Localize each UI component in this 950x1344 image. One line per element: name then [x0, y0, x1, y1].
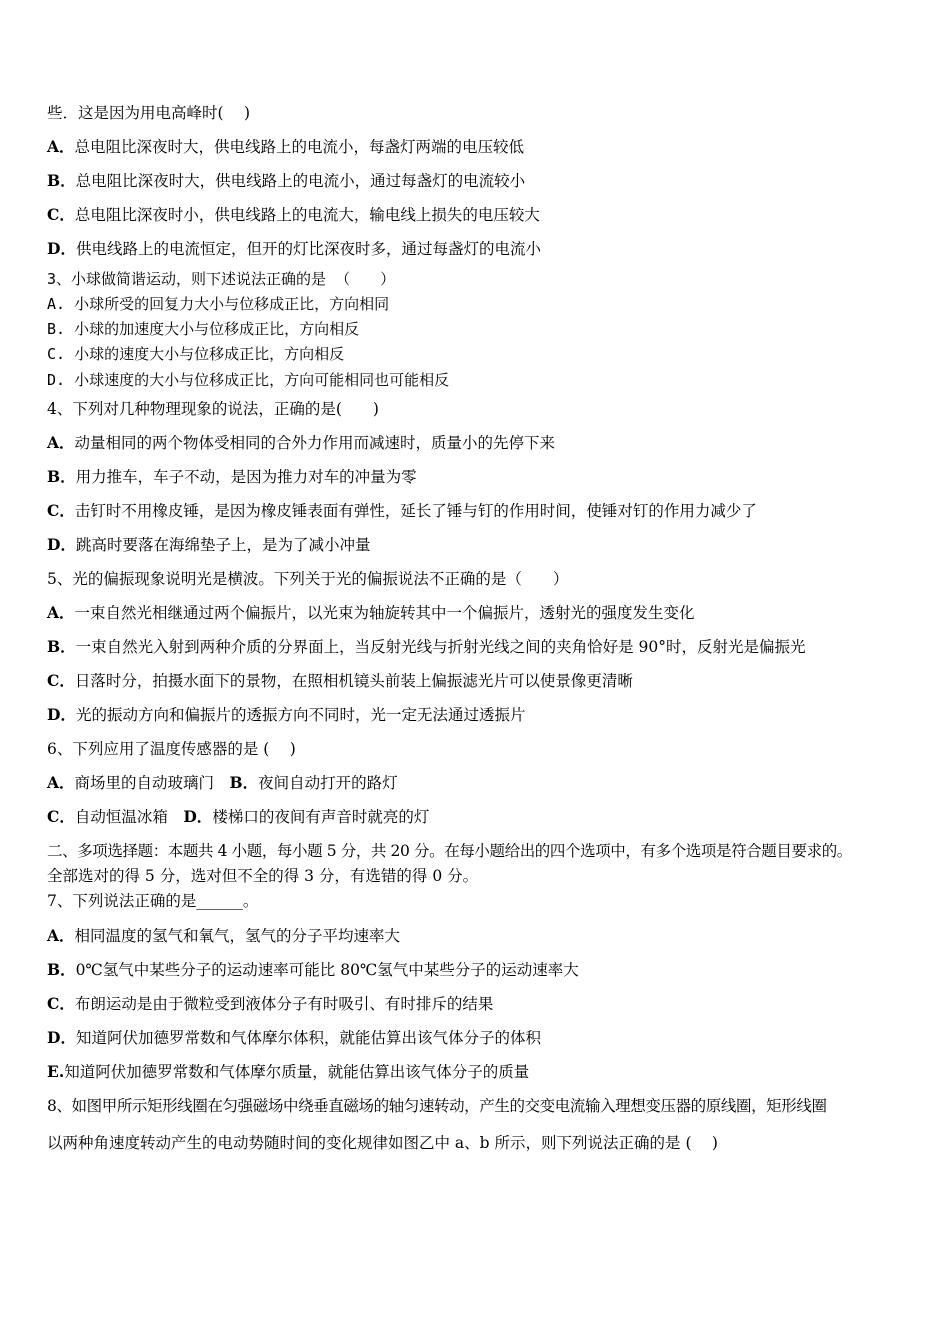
option-text: 商场里的自动玻璃门 [74, 774, 230, 792]
option-letter: D． [183, 807, 213, 826]
option-letter: C． [47, 994, 75, 1013]
q6-options-row-1 [47, 773, 398, 793]
option-letter: B． [47, 467, 76, 486]
q3-option-b: B. 小球的加速度大小与位移成正比，方向相反 [47, 320, 360, 338]
q7-option-e [47, 1062, 529, 1082]
option-text: 供电线路上的电流恒定，但开的灯比深夜时多，通过每盏灯的电流小 [75, 240, 541, 258]
option-letter: B． [47, 171, 76, 190]
option-text: 击钉时不用橡皮锤，是因为橡皮锤表面有弹性，延长了锤与钉的作用时间，使锤对钉的作用力减少了 [74, 502, 757, 520]
q7-stem: 7、下列说法正确的是______。 [47, 892, 259, 910]
q5-stem: 5、光的偏振现象说明光是横波。下列关于光的偏振说法不正确的是（ ） [47, 570, 569, 588]
q2-stem-tail: 些．这是因为用电高峰时( ) [47, 104, 251, 122]
q4-option-d [47, 535, 370, 555]
option-text: 布朗运动是由于微粒受到液体分子有时吸引、有时排斥的结果 [74, 995, 494, 1013]
option-letter: D． [47, 535, 76, 554]
option-text: 一束自然光相继通过两个偏振片，以光束为轴旋转其中一个偏振片，透射光的强度发生变化 [74, 604, 695, 622]
option-text: 用力推车，车子不动，是因为推力对车的冲量为零 [75, 468, 417, 486]
q7-option-b [47, 960, 579, 980]
option-text: 知道阿伏加德罗常数和气体摩尔体积，就能估算出该气体分子的体积 [75, 1029, 541, 1047]
q5-option-c [47, 671, 633, 691]
q6-options-row-2 [47, 807, 429, 827]
option-text: 一束自然光入射到两种介质的分界面上，当反射光线与折射光线之间的夹角恰好是 90°时，反射光是偏振光 [75, 638, 806, 656]
option-letter: B． [229, 773, 259, 792]
option-text: 日落时分，拍摄水面下的景物，在照相机镜头前装上偏振滤光片可以使景像更清晰 [74, 672, 633, 690]
option-letter: A． [47, 433, 75, 452]
option-text: 总电阻比深夜时大，供电线路上的电流小，通过每盏灯的电流较小 [75, 172, 526, 190]
q7-option-a [47, 926, 400, 946]
q3-stem: 3、小球做简谐运动，则下述说法正确的是 （ ） [47, 270, 396, 288]
option-text: 跳高时要落在海绵垫子上，是为了减小冲量 [75, 536, 371, 554]
q4-option-b [47, 467, 417, 487]
q6-stem: 6、下列应用了温度传感器的是 ( ) [47, 740, 296, 758]
q2-option-a [47, 137, 524, 157]
q3-option-c: C. 小球的速度大小与位移成正比，方向相反 [47, 345, 345, 363]
option-text: 夜间自动打开的路灯 [258, 774, 398, 792]
option-letter: C． [47, 807, 75, 826]
option-letter: E. [47, 1062, 65, 1081]
section-2-scoring: 全部选对的得 5 分，选对但不全的得 3 分，有选错的得 0 分。 [47, 867, 479, 885]
option-letter: C． [47, 501, 75, 520]
option-text: 总电阻比深夜时大，供电线路上的电流小，每盏灯两端的电压较低 [74, 138, 525, 156]
option-text: 光的振动方向和偏振片的透振方向不同时，光一定无法通过透振片 [75, 706, 526, 724]
q5-option-d [47, 705, 525, 725]
option-text: 0℃氢气中某些分子的运动速率可能比 80℃氢气中某些分子的运动速率大 [75, 961, 579, 979]
option-text: 楼梯口的夜间有声音时就亮的灯 [212, 808, 430, 826]
q5-option-b [47, 637, 806, 657]
q7-option-c [47, 994, 493, 1014]
q4-stem: 4、下列对几种物理现象的说法，正确的是( ) [47, 400, 379, 418]
option-text: 相同温度的氢气和氧气，氢气的分子平均速率大 [74, 927, 401, 945]
q8-stem-line-1: 8、如图甲所示矩形线圈在匀强磁场中绕垂直磁场的轴匀速转动，产生的交变电流输入理想变压器的原线圈，矩形线圈 [47, 1097, 827, 1115]
option-letter: D． [47, 239, 76, 258]
option-text: 动量相同的两个物体受相同的合外力作用而减速时，质量小的先停下来 [74, 434, 556, 452]
option-text: 知道阿伏加德罗常数和气体摩尔质量，就能估算出该气体分子的质量 [64, 1063, 530, 1081]
q3-option-d: D. 小球速度的大小与位移成正比，方向可能相同也可能相反 [47, 371, 450, 389]
q8-stem-line-2: 以两种角速度转动产生的电动势随时间的变化规律如图乙中 a、b 所示，则下列说法正确的是 ( ) [47, 1134, 718, 1152]
option-letter: B． [47, 960, 76, 979]
option-letter: A． [47, 773, 75, 792]
option-letter: A． [47, 603, 75, 622]
q5-option-a [47, 603, 695, 623]
option-letter: C． [47, 205, 75, 224]
q3-option-a: A. 小球所受的回复力大小与位移成正比，方向相同 [47, 295, 390, 313]
option-letter: B． [47, 637, 76, 656]
option-letter: D． [47, 705, 76, 724]
option-letter: C． [47, 671, 75, 690]
q2-option-b [47, 171, 525, 191]
q2-option-d [47, 239, 541, 259]
q2-option-c [47, 205, 540, 225]
section-2-heading: 二、多项选择题：本题共 4 小题，每小题 5 分，共 20 分。在每小题给出的四个选项中，有多个选项是符合题目要求的。 [47, 842, 852, 860]
q7-option-d [47, 1028, 541, 1048]
option-letter: D． [47, 1028, 76, 1047]
q4-option-c [47, 501, 757, 521]
q4-option-a [47, 433, 555, 453]
option-text: 总电阻比深夜时小，供电线路上的电流大，输电线上损失的电压较大 [74, 206, 540, 224]
option-letter: A． [47, 926, 75, 945]
option-letter: A． [47, 137, 75, 156]
option-text: 自动恒温冰箱 [74, 808, 184, 826]
